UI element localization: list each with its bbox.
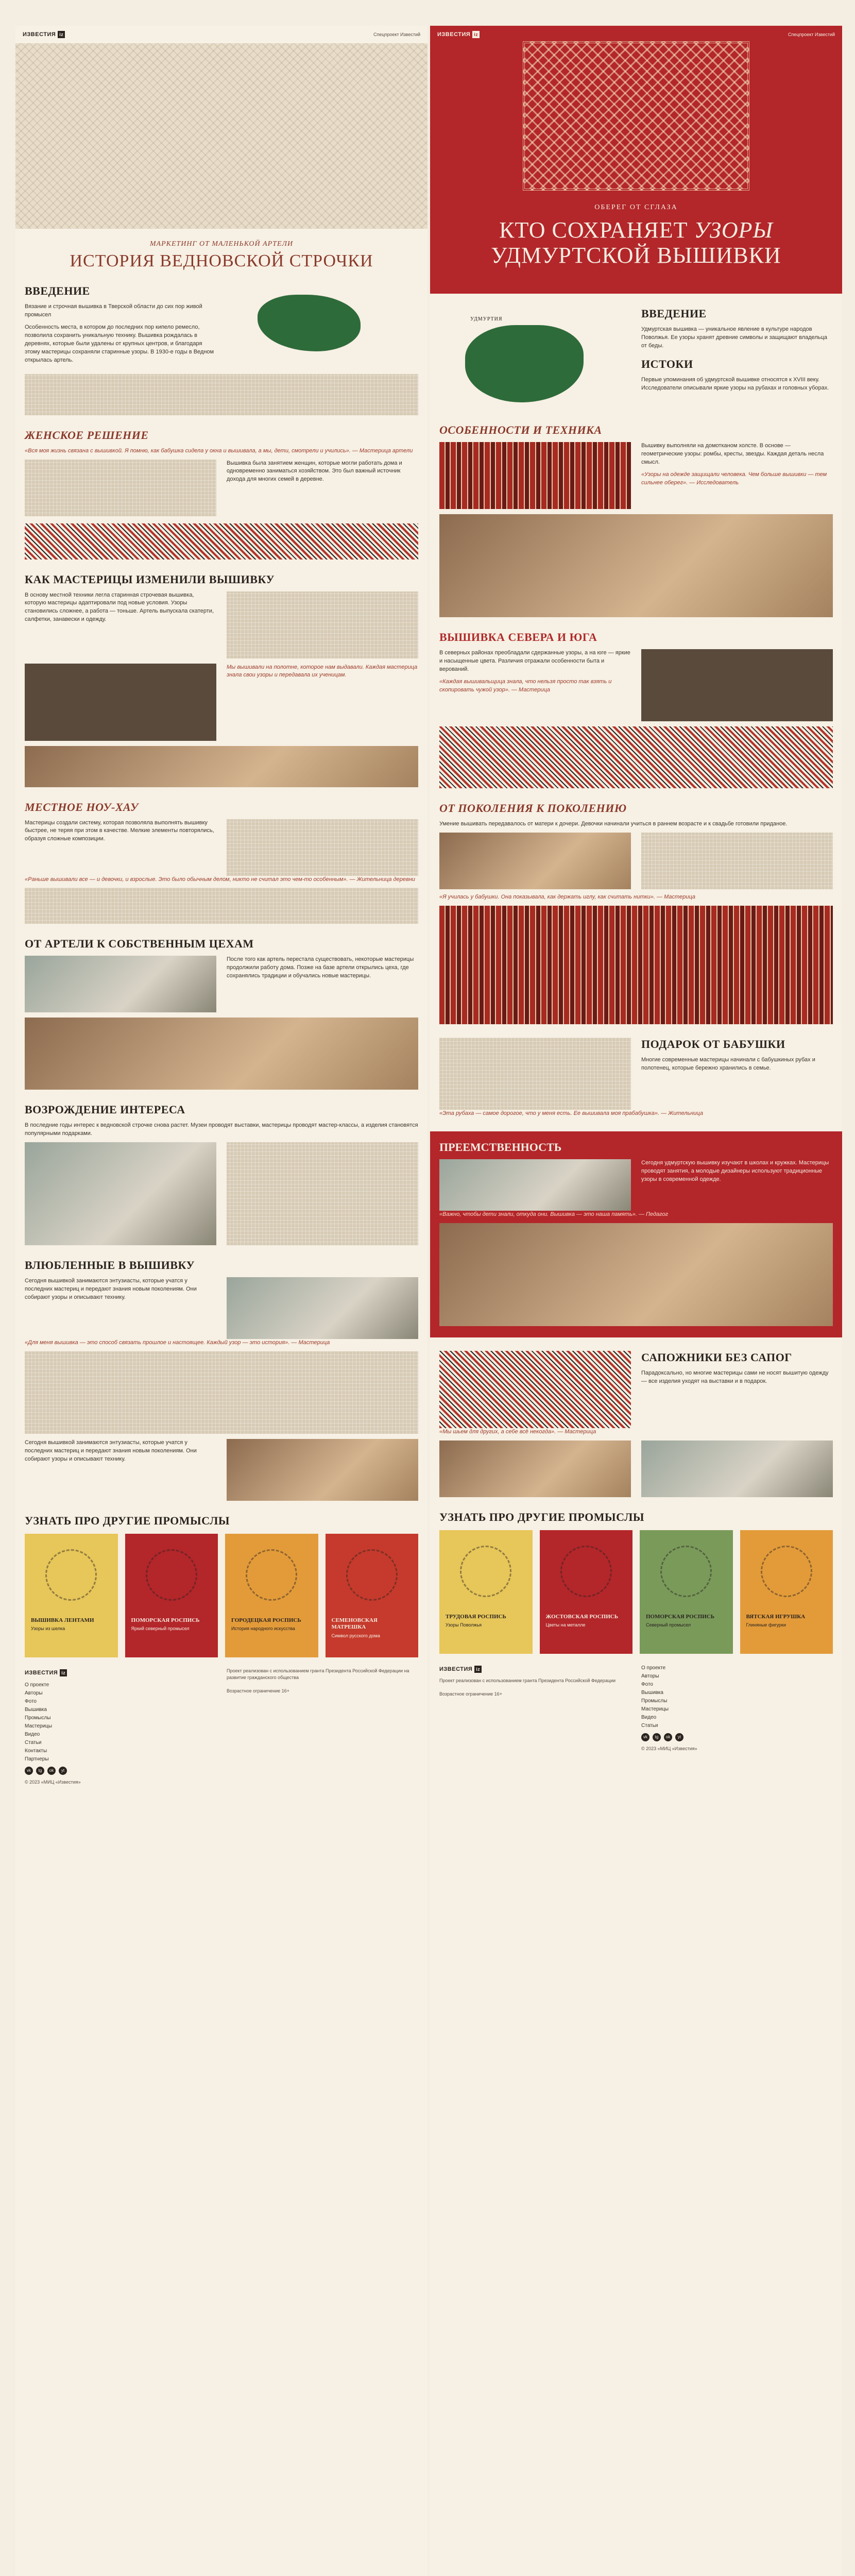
social-links <box>641 1733 833 1741</box>
craft-emblem-icon <box>560 1546 612 1597</box>
right-article <box>430 26 842 2576</box>
craft-title: ВЫШИВКА ЛЕНТАМИ <box>31 1617 94 1624</box>
vk-icon[interactable]: vk <box>641 1733 649 1741</box>
crafts-list <box>439 1530 833 1654</box>
workshop-photo <box>25 956 216 1012</box>
footer-link[interactable]: Промыслы <box>641 1698 668 1704</box>
craft-title: ТРУДОВАЯ РОСПИСЬ <box>446 1613 506 1620</box>
age-rating: Возрастное ограничение 16+ <box>439 1691 502 1697</box>
hero-title: ИСТОРИЯ ВЕДНОВСКОЙ СТРОЧКИ <box>70 251 373 270</box>
youtube-icon[interactable]: yt <box>59 1767 67 1775</box>
header-note: Спецпроект Известий <box>373 31 420 37</box>
craft-emblem-icon <box>246 1549 297 1601</box>
section-other-crafts <box>15 1514 427 1657</box>
quote-text: «Для меня вышивка — это способ связать прошлое и настоящее. Каждый узор — это история». — Мастерица <box>25 1340 330 1346</box>
section-title: ОТ ПОКОЛЕНИЯ К ПОКОЛЕНИЮ <box>439 802 627 815</box>
section-title: ВЫШИВКА СЕВЕРА И ЮГА <box>439 631 597 643</box>
body-text: Многие современные мастерицы начинали с бабушкиных рубах и полотенец, которые бережно хранились в семье. <box>641 1056 815 1071</box>
quote-text: «Важно, чтобы дети знали, откуда они. Вышивка — это наша память». — Педагог <box>439 1211 669 1217</box>
body-text: Сегодня вышивкой занимаются энтузиасты, которые учатся у последних мастериц и передают знания новым поколениям. Они собирают узоры и описывают технику. <box>25 1439 197 1463</box>
body-text: После того как артель перестала существовать, некоторые мастерицы продолжили работу дома. Позже на базе артели открылись цеха, где сохранялись традиции и обучались новые мастерицы. <box>227 956 414 979</box>
section-title: КАК МАСТЕРИЦЫ ИЗМЕНИЛИ ВЫШИВКУ <box>25 572 275 586</box>
ok-icon[interactable]: ok <box>664 1733 672 1741</box>
ok-icon[interactable]: ok <box>47 1767 56 1775</box>
craft-title: ПОМОРСКАЯ РОСПИСЬ <box>646 1613 715 1620</box>
section-other-crafts <box>430 1511 842 1654</box>
right-header <box>430 26 842 43</box>
lace-strip <box>25 888 418 924</box>
embroidery-photo <box>25 460 216 516</box>
copyright: © 2023 «МИЦ «Известия» <box>25 1780 81 1785</box>
embroidery-closeup-photo <box>25 664 216 741</box>
craft-card[interactable] <box>439 1530 533 1654</box>
embroidery-photo <box>439 442 631 509</box>
section-title: ПРЕЕМСТВЕННОСТЬ <box>439 1140 562 1154</box>
left-footer <box>15 1657 427 1796</box>
craft-emblem-icon <box>346 1549 398 1601</box>
body-text: Вышивку выполняли на домотканом холсте. В основе — геометрические узоры: ромбы, кресты, звезды. Каждая деталь несла смысл. <box>641 443 824 465</box>
section-title: ВЛЮБЛЕННЫЕ В ВЫШИВКУ <box>25 1259 195 1272</box>
footer-note: Проект реализован с использованием гранта Президента Российской Федерации <box>439 1677 616 1683</box>
footer-link[interactable]: Мастерицы <box>641 1706 669 1712</box>
footer-link[interactable]: Вышивка <box>25 1707 47 1713</box>
telegram-icon[interactable]: tg <box>36 1767 44 1775</box>
craft-title: ВЯТСКАЯ ИГРУШКА <box>746 1613 806 1620</box>
footer-link[interactable]: Фото <box>641 1681 653 1687</box>
copyright: © 2023 «МИЦ «Известия» <box>641 1745 697 1751</box>
ornament-illustration <box>439 726 833 788</box>
lace-sample-photo <box>227 819 418 876</box>
section-title: САПОЖНИКИ БЕЗ САПОГ <box>641 1350 792 1364</box>
footer-link[interactable]: Видео <box>641 1714 657 1720</box>
lead-text: Вязание и строчная вышивка в Тверской области до сих пор живой промысел <box>25 303 202 318</box>
craft-card[interactable] <box>225 1534 318 1657</box>
portrait-photo <box>227 1439 418 1501</box>
section-knowhow <box>15 801 427 924</box>
footer-link[interactable]: Партнеры <box>25 1756 49 1762</box>
craft-subtitle: Северный промысел <box>646 1622 691 1628</box>
hero-title: КТО СОХРАНЯЕТ УЗОРЫ УДМУРТСКОЙ ВЫШИВКИ <box>491 217 781 268</box>
footer-link[interactable]: Статьи <box>641 1722 658 1728</box>
section-title: УЗНАТЬ ПРО ДРУГИЕ ПРОМЫСЛЫ <box>25 1514 230 1528</box>
shirt-photo <box>439 1351 631 1428</box>
section-title: ОТ АРТЕЛИ К СОБСТВЕННЫМ ЦЕХАМ <box>25 937 254 951</box>
table-embroidery-photo <box>439 906 833 1024</box>
section-women <box>15 429 427 560</box>
craft-emblem-icon <box>45 1549 97 1601</box>
museum-photo <box>25 1142 216 1245</box>
quote-text: «Каждая вышивальщица знала, что нельзя просто так взять и скопировать чужой узор». — Мастерица <box>439 678 612 693</box>
craft-title: ГОРОДЕЦКАЯ РОСПИСЬ <box>231 1617 301 1624</box>
hero-embroidery-motif <box>523 41 749 191</box>
craft-subtitle: Яркий северный промысел <box>131 1626 190 1632</box>
footer-link[interactable]: Авторы <box>641 1673 659 1679</box>
craft-title: ПОМОРСКАЯ РОСПИСЬ <box>131 1617 200 1624</box>
footer-link[interactable]: Промыслы <box>25 1715 51 1721</box>
quote-text: «Эта рубаха — самое дорогое, что у меня есть. Ее вышивала моя прабабушка». — Жительница <box>439 1110 703 1116</box>
crafts-list <box>25 1534 418 1657</box>
craft-title: ЖОСТОВСКАЯ РОСПИСЬ <box>545 1613 618 1620</box>
footer-link[interactable]: Вышивка <box>641 1689 663 1696</box>
section-title: УЗНАТЬ ПРО ДРУГИЕ ПРОМЫСЛЫ <box>439 1510 644 1523</box>
section-revival <box>15 1103 427 1245</box>
craft-subtitle: История народного искусства <box>231 1626 295 1632</box>
region-map <box>227 284 418 362</box>
craft-card[interactable] <box>125 1534 218 1657</box>
needle-illustration <box>439 1038 631 1110</box>
section-title: ИСТОКИ <box>641 357 693 370</box>
embroidery-strip <box>25 523 418 560</box>
craft-card[interactable] <box>540 1530 633 1654</box>
body-text: Вышивка была занятием женщин, которые могли работать дома и одновременно заниматься хозяйством. Это был важный источник дохода для многих семей в деревне. <box>227 460 402 483</box>
body-text: Удмуртская вышивка — уникальное явление в культуре народов Поволжья. Ее узоры хранят древние символы и защищают владельца от беды. <box>641 326 827 349</box>
hands-embroidery-photo <box>25 1351 418 1434</box>
footer-link[interactable]: Авторы <box>25 1690 43 1697</box>
craft-emblem-icon <box>146 1549 197 1601</box>
left-article <box>15 26 427 2576</box>
map-label: УДМУРТИЯ <box>470 316 503 322</box>
textile-photo <box>25 746 418 787</box>
section-intro <box>430 307 842 410</box>
quote-text: «Узоры на одежде защищали человека. Чем больше вышивки — тем сильнее оберег». — Исследователь <box>641 471 827 486</box>
header-note: Спецпроект Известий <box>788 31 835 37</box>
footer-link[interactable]: О проекте <box>25 1682 49 1688</box>
section-title: ВОЗРОЖДЕНИЕ ИНТЕРЕСА <box>25 1103 185 1116</box>
craft-card[interactable] <box>740 1530 833 1654</box>
right-footer <box>430 1654 842 1762</box>
house-photo <box>227 1277 418 1339</box>
craft-subtitle: Узоры Поволжья <box>446 1622 482 1628</box>
section-intro <box>15 284 427 415</box>
craft-subtitle: Символ русского дома <box>331 1633 380 1638</box>
body-text: Сегодня вышивкой занимаются энтузиасты, которые учатся у последних мастериц и передают знания новым поколениям. Они собирают узоры и описывают технику. <box>25 1278 197 1301</box>
footer-note: Проект реализован с использованием гранта Президента Российской Федерации на развитие гражданского общества <box>227 1668 409 1680</box>
quote-text: «Вся моя жизнь связана с вышивкой. Я помню, как бабушка сидела у окна и вышивала, а мы, дети, смотрели и учились». — Мастерица артели <box>25 447 413 454</box>
section-title: ОСОБЕННОСТИ И ТЕХНИКА <box>439 423 602 436</box>
udmurtia-map <box>439 307 631 410</box>
hero-kicker: ОБЕРЕГ ОТ СГЛАЗА <box>594 204 678 211</box>
section-title: ВВЕДЕНИЕ <box>641 307 707 320</box>
social-links <box>25 1767 216 1775</box>
section-generations <box>430 802 842 1024</box>
footer-link[interactable]: О проекте <box>641 1665 666 1671</box>
body-text: Особенность места, в котором до последних пор кипело ремесло, позволила сохранить уникальную технику. Вышивка рождалась в деревнях, которые были удалены от крупных центров, и благодаря этому мастерицы сохраняли старинные узоры. В 1930-е годы в Ведном открылась артель. <box>25 324 214 363</box>
exhibit-photo <box>227 1142 418 1245</box>
footer-links <box>25 1681 216 1764</box>
quote-text: «Раньше вышивали все — и девочки, и взрослые. Это было обычным делом, никто не считал это чем-то особенным». — Жительница деревни <box>25 876 415 883</box>
craft-subtitle: Глиняные фигурки <box>746 1622 786 1628</box>
body-text: Умение вышивать передавалось от матери к дочери. Девочки начинали учиться в раннем возрасте и к свадьбе готовили приданое. <box>439 821 788 827</box>
section-love <box>15 1259 427 1501</box>
craft-card[interactable] <box>326 1534 419 1657</box>
section-gift <box>430 1038 842 1118</box>
section-title: МЕСТНОЕ НОУ-ХАУ <box>25 800 139 814</box>
izvestia-logo[interactable]: ИЗВЕСТИЯ iz <box>437 31 480 38</box>
body-text: Парадоксально, но многие мастерицы сами не носят вышитую одежду — все изделия уходят на выставки и в подарок. <box>641 1369 829 1384</box>
body-text: В последние годы интерес к ведновской строчке снова растет. Музеи проводят выставки, мастерицы проводят мастер-классы, а изделия становятся популярными подарками. <box>25 1122 418 1137</box>
izvestia-logo[interactable]: ИЗВЕСТИЯ iz <box>23 31 65 38</box>
stitch-diagram <box>641 833 833 889</box>
aside-text: Мы вышивали на полотне, которое нам выдавали. Каждая мастерица знала свои узоры и передавала их ученицам. <box>227 664 418 679</box>
craft-emblem-icon <box>460 1546 511 1597</box>
body-text: В основу местной техники легла старинная строчевая вышивка, которую мастерицы адаптировали под новые условия. Узоры становились сложнее, а работа — тоньше. Артель выпускала скатерти, салфетки, занавески и одежду. <box>25 591 214 623</box>
vk-icon[interactable]: vk <box>25 1767 33 1775</box>
footer-link[interactable]: Мастерицы <box>25 1723 53 1730</box>
section-tech <box>430 423 842 617</box>
footer-link[interactable]: Видео <box>25 1732 40 1738</box>
youtube-icon[interactable]: yt <box>675 1733 683 1741</box>
body-text: Мастерицы создали систему, которая позволяла выполнять вышивку быстрее, не теряя при этом в качестве. Мелкие элементы повторялись, образуя сложные композиции. <box>25 819 214 842</box>
craft-emblem-icon <box>660 1546 712 1597</box>
izvestia-logo[interactable]: ИЗВЕСТИЯ iz <box>439 1666 482 1673</box>
quote-text: «Я училась у бабушки. Она показывала, как держать иглу, как считать нитки». — Мастерица <box>439 893 696 900</box>
telegram-icon[interactable]: tg <box>653 1733 661 1741</box>
craft-subtitle: Цветы на металле <box>545 1622 586 1628</box>
izvestia-logo[interactable]: ИЗВЕСТИЯ iz <box>25 1669 67 1676</box>
costume-photo <box>439 514 833 617</box>
pattern-photo <box>227 591 418 658</box>
section-continuity <box>430 1131 842 1337</box>
footer-link[interactable]: Статьи <box>25 1740 42 1746</box>
footer-links <box>641 1664 833 1730</box>
school-photo <box>439 1159 631 1211</box>
craft-subtitle: Узоры из шелка <box>31 1626 65 1632</box>
lace-photo <box>25 374 418 415</box>
dolls-photo <box>439 1223 833 1326</box>
body-text: В северных районах преобладали сдержанные узоры, а на юге — яркие и насыщенные цвета. Различия отражали особенности быта и верований. <box>439 650 630 672</box>
hero-lace-image <box>15 43 427 229</box>
footer-link[interactable]: Контакты <box>25 1748 47 1754</box>
hero-kicker: МАРКЕТИНГ ОТ МАЛЕНЬКОЙ АРТЕЛИ <box>149 240 294 248</box>
section-artel <box>15 937 427 1090</box>
craft-photo-2 <box>641 1440 833 1497</box>
craft-card[interactable] <box>25 1534 118 1657</box>
quote-text: «Мы шьем для других, а себе всё некогда». — Мастерица <box>439 1428 596 1435</box>
craft-title: СЕМЕНОВСКАЯ МАТРЕШКА <box>331 1617 378 1631</box>
age-rating: Возрастное ограничение 16+ <box>227 1688 289 1694</box>
body-text: Сегодня удмуртскую вышивку изучают в школах и кружках. Мастерицы проводят занятия, а молодые дизайнеры используют традиционные узоры в современной одежде. <box>641 1159 829 1182</box>
section-boots <box>430 1351 842 1497</box>
footer-link[interactable]: Фото <box>25 1699 37 1705</box>
section-title: ПОДАРОК ОТ БАБУШКИ <box>641 1037 785 1050</box>
section-title: ЖЕНСКОЕ РЕШЕНИЕ <box>25 428 149 442</box>
section-title: ВВЕДЕНИЕ <box>25 284 90 297</box>
craft-card[interactable] <box>640 1530 733 1654</box>
section-north-south <box>430 631 842 788</box>
craft-emblem-icon <box>761 1546 812 1597</box>
dark-embroidery-photo <box>641 649 833 721</box>
sewing-photo <box>439 833 631 889</box>
body-text: Первые упоминания об удмуртской вышивке относятся к XVIII веку. Исследователи описывали яркие узоры на рубахах и головных уборах. <box>641 376 829 391</box>
right-hero <box>430 26 842 294</box>
section-masters <box>15 573 427 787</box>
village-photo <box>25 1018 418 1090</box>
left-header <box>15 26 427 43</box>
craft-photo-1 <box>439 1440 631 1497</box>
